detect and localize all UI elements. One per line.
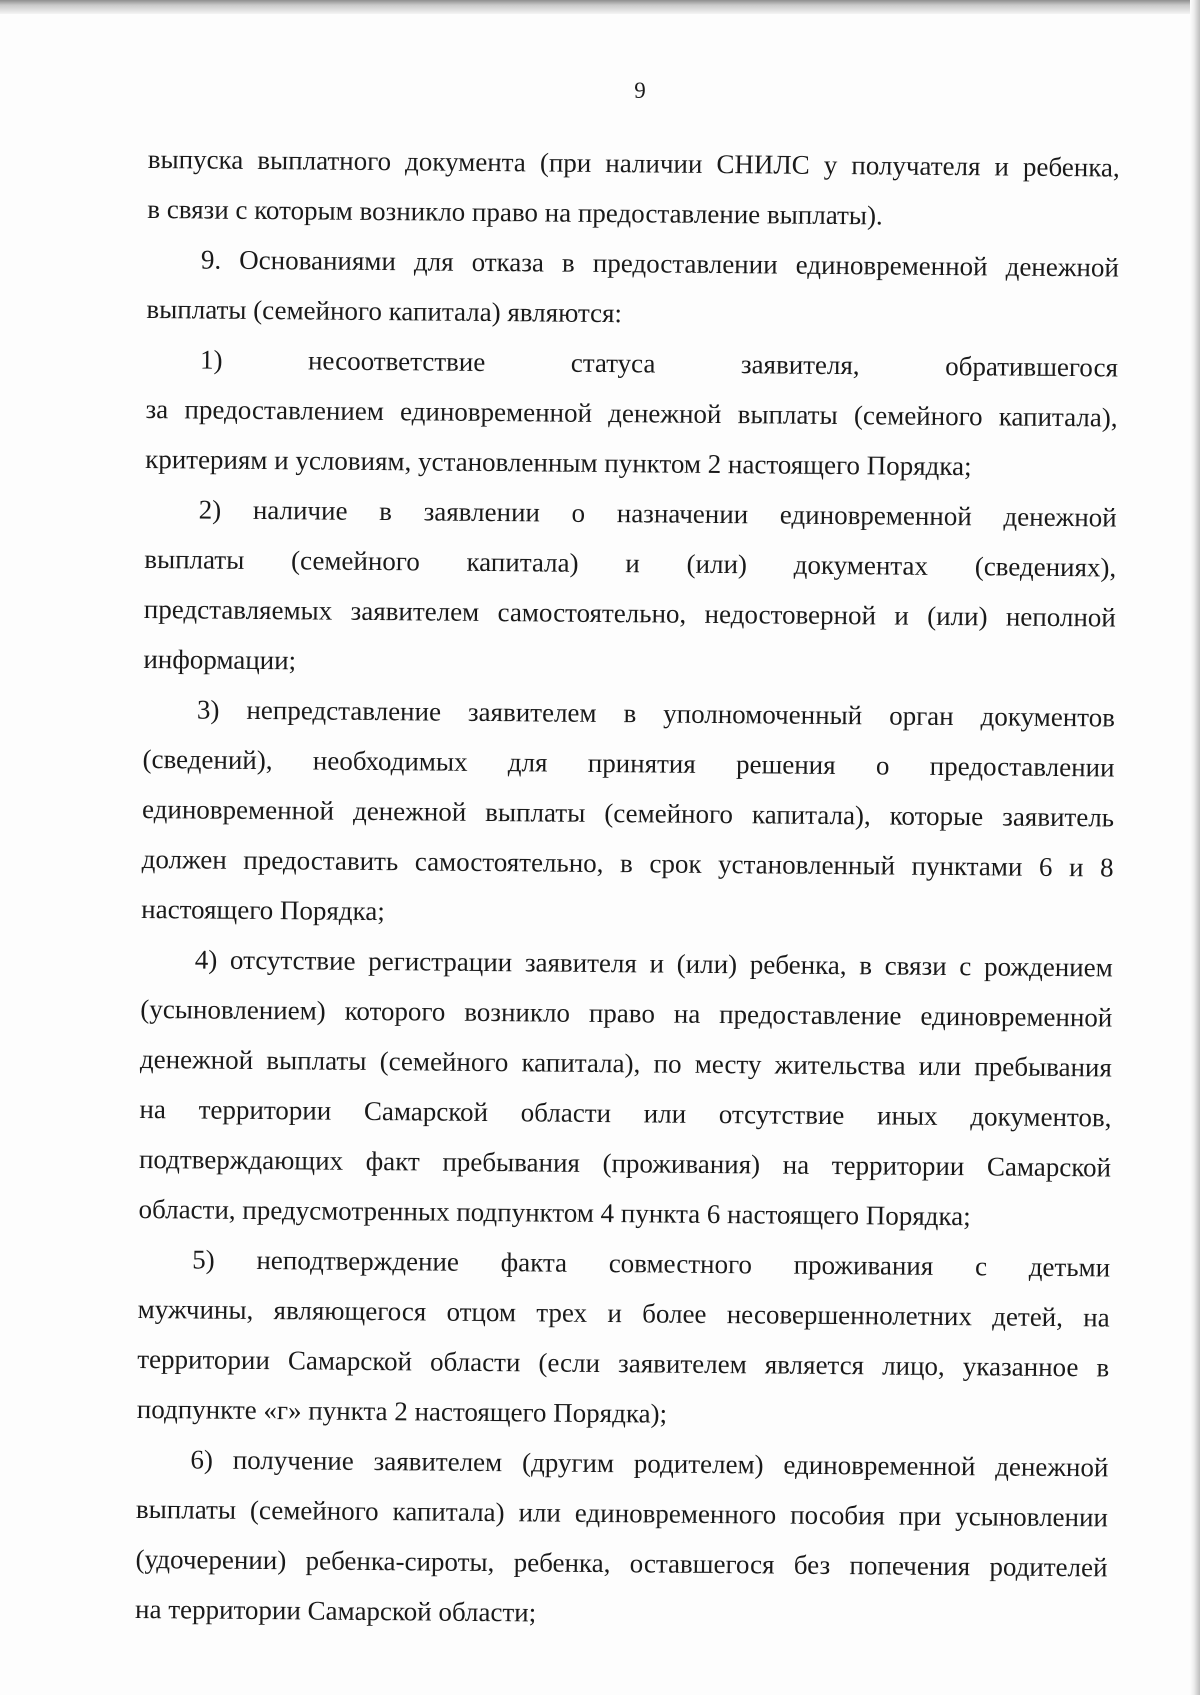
page-number: 9	[634, 78, 646, 103]
text-line: выплаты (семейного капитала) и (или) документах (сведениях),	[144, 543, 1117, 583]
document-body	[135, 134, 1120, 1642]
text-line: выплаты (семейного капитала) являются:	[146, 293, 623, 329]
subitem-number: 1)	[199, 344, 223, 375]
text-line: 4) отсутствие регистрации заявителя и (или) ребенка, в связи с рождением	[194, 944, 1113, 983]
paragraph-continuation	[147, 134, 1120, 242]
text-line: мужчины, являющегося отцом трех и более несовершеннолетних детей, на	[137, 1293, 1110, 1333]
paragraph-item-9	[146, 234, 1119, 342]
text-line: на территории Самарской области или отсутствие иных документов,	[139, 1093, 1112, 1133]
text-line: представляемых заявителем самостоятельно, недостоверной и (или) неполной	[143, 593, 1116, 633]
word: обратившегося	[945, 350, 1119, 383]
text-line: территории Самарской области (если заявителем является лицо, указанное в	[137, 1343, 1110, 1383]
word: заявителя,	[740, 349, 860, 381]
paragraph-subitem-5	[137, 1234, 1111, 1442]
paragraph-subitem-4	[138, 934, 1113, 1242]
text-line: в связи с которым возникло право на предоставление выплаты).	[147, 193, 883, 231]
scan-right-edge	[1190, 0, 1200, 1695]
text-line	[146, 334, 1118, 392]
text-line: на территории Самарской области;	[134, 1593, 537, 1628]
text-line: 5) неподтверждение факта совместного проживания с детьми	[192, 1244, 1111, 1283]
text-line: подпункте «г» пункта 2 настоящего Порядка);	[136, 1393, 668, 1429]
text-line: критериям и условиям, установленным пунктом 2 настоящего Порядка;	[145, 443, 972, 482]
text-line: 2) наличие в заявлении о назначении единовременной денежной	[198, 494, 1117, 533]
text-line: (удочерении) ребенка-сироты, ребенка, оставшегося без попечения родителей	[135, 1543, 1108, 1583]
paragraph-subitem-1	[145, 334, 1118, 492]
text-line: выпуска выплатного документа (при наличии СНИЛС у получателя и ребенка,	[147, 143, 1120, 183]
text-line: (сведений), необходимых для принятия решения о предоставлении	[142, 743, 1115, 783]
scan-top-edge	[0, 0, 1200, 14]
word: статуса	[570, 347, 656, 379]
text-line: 6) получение заявителем (другим родителем) единовременной денежной	[190, 1444, 1109, 1483]
text-line: настоящего Порядка;	[141, 893, 385, 927]
text-line: за предоставлением единовременной денежной выплаты (семейного капитала),	[145, 393, 1118, 433]
text-line: информации;	[143, 643, 297, 676]
text-line: должен предоставить самостоятельно, в срок установленный пунктами 6 и 8	[141, 843, 1114, 883]
text-line: 9. Основаниями для отказа в предоставлении единовременной денежной	[200, 244, 1120, 283]
text-line: 3) непредставление заявителем в уполномоченный орган документов	[196, 694, 1116, 733]
word: несоответствие	[307, 345, 486, 377]
text-line: выплаты (семейного капитала) или единовременного пособия при усыновлении	[135, 1493, 1109, 1533]
text-line: (усыновлением) которого возникло право на предоставление единовременной	[140, 993, 1113, 1033]
text-line: подтверждающих факт пребывания (проживания) на территории Самарской	[138, 1143, 1112, 1183]
paragraph-subitem-3	[141, 684, 1115, 942]
paragraph-subitem-2	[143, 484, 1117, 692]
text-line: области, предусмотренных подпунктом 4 пункта 6 настоящего Порядка;	[138, 1193, 971, 1232]
text-line: единовременной денежной выплаты (семейного капитала), которые заявитель	[141, 793, 1115, 833]
paragraph-subitem-6	[135, 1434, 1109, 1642]
text-line: денежной выплаты (семейного капитала), по месту жительства или пребывания	[139, 1043, 1113, 1083]
